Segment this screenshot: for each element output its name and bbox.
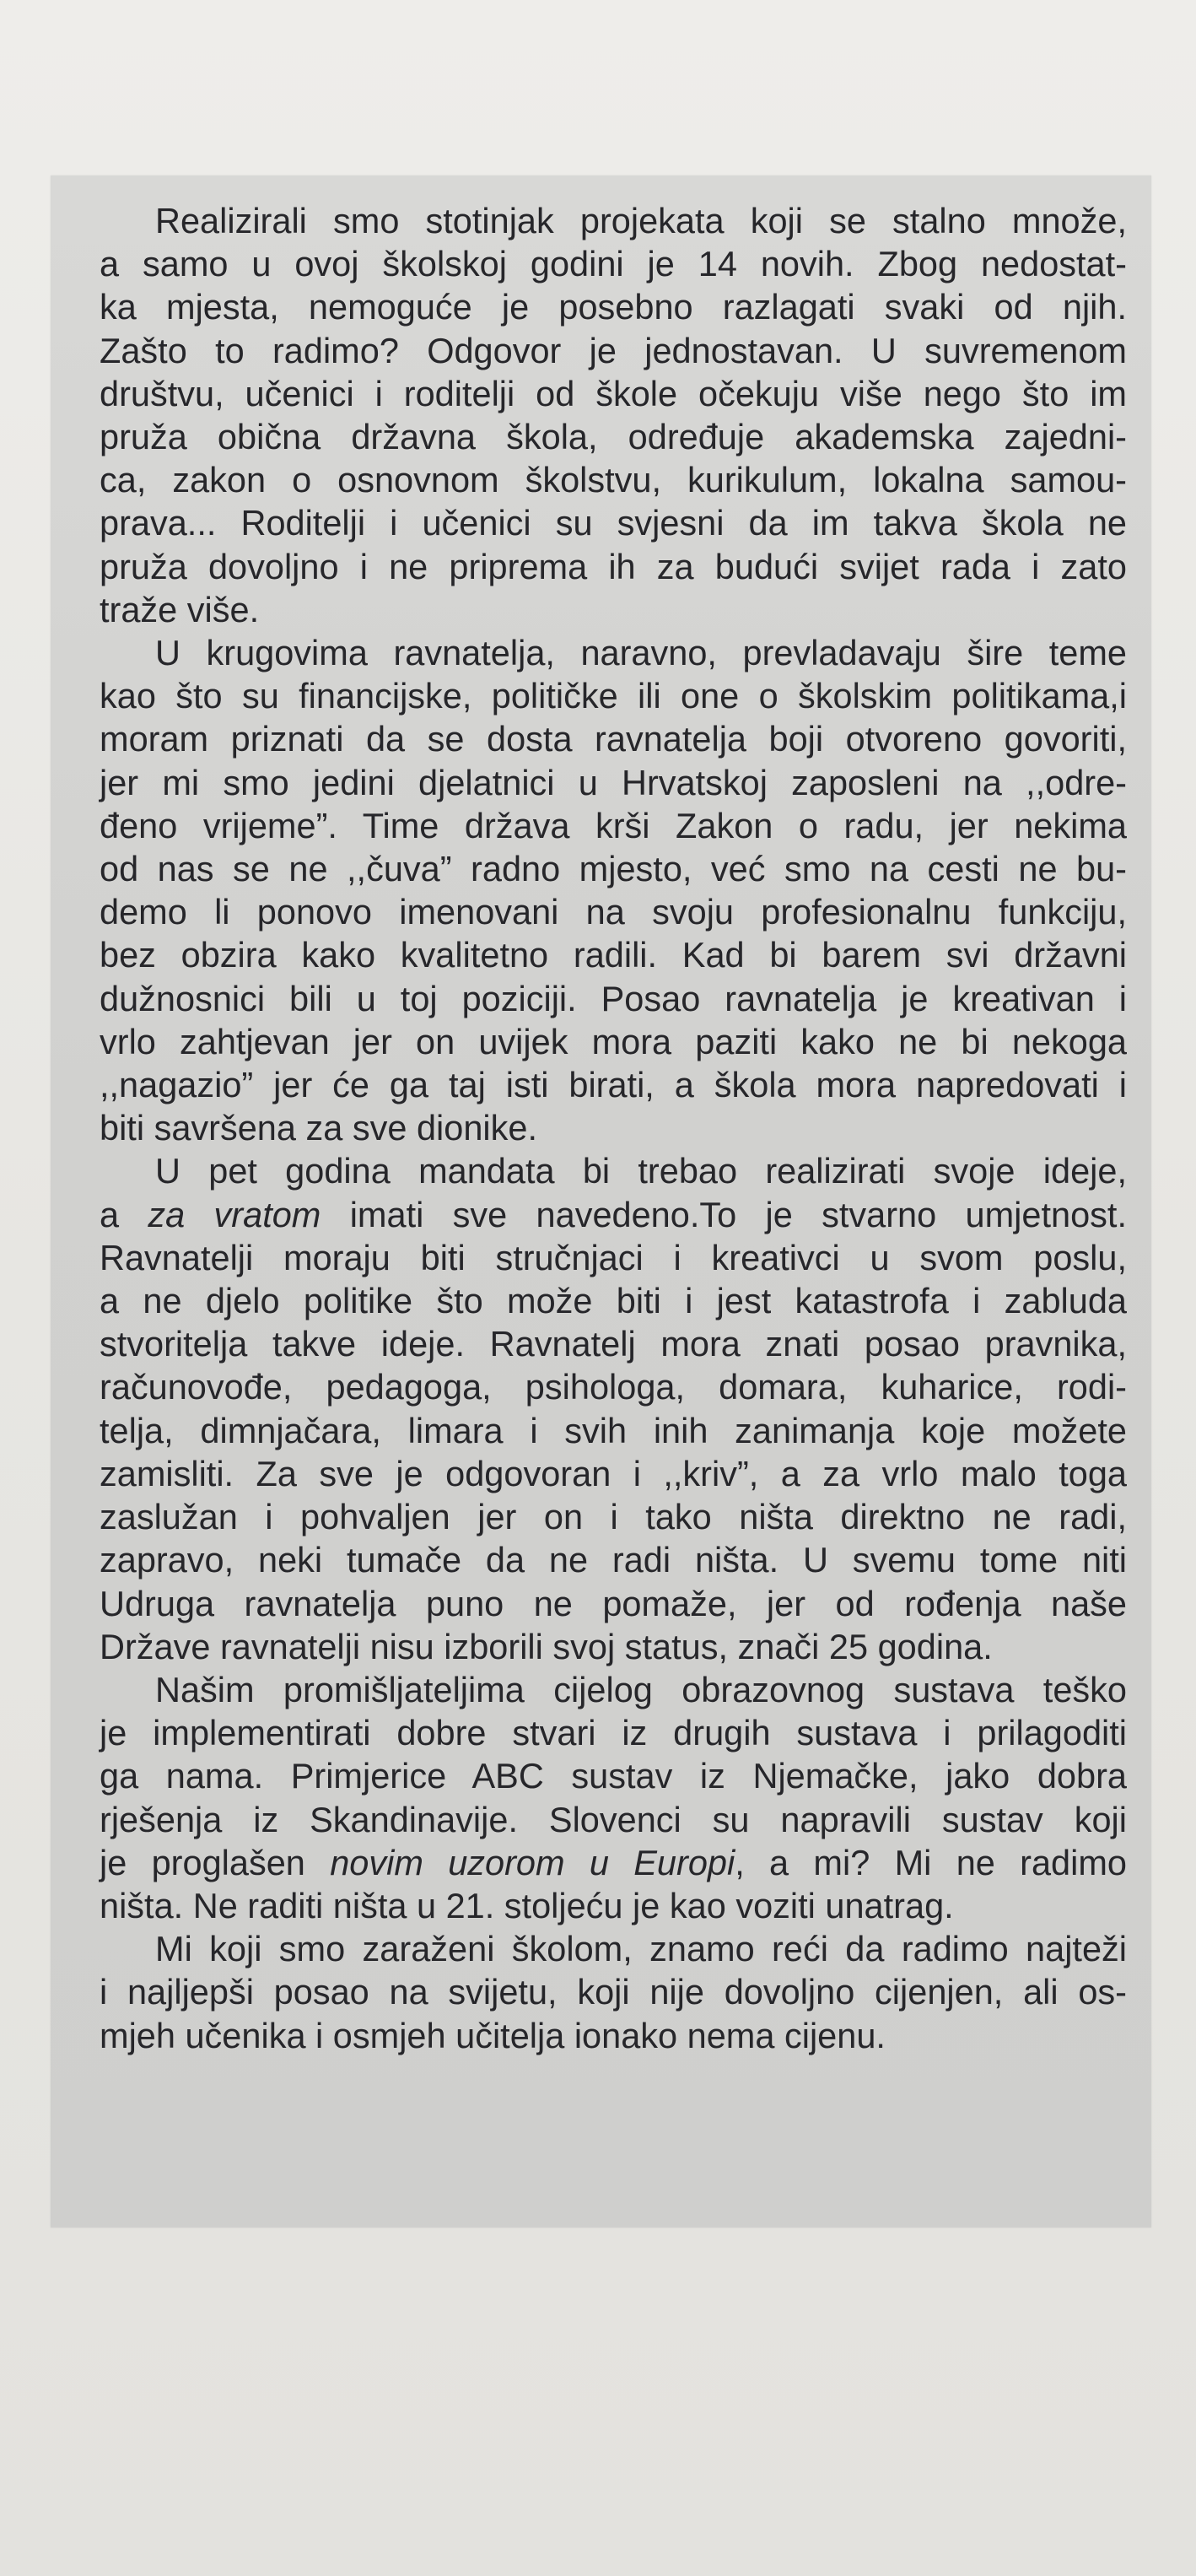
- text-line: biti savršena za sve dionike.: [100, 1108, 538, 1148]
- text-line: rješenja iz Skandinavije. Slovenci su napravili sustav koji: [100, 1799, 1127, 1839]
- text-line: vrlo zahtjevan jer on uvijek mora paziti kako ne bi nekoga: [100, 1021, 1127, 1061]
- paragraph-1: [100, 199, 1127, 631]
- text-line: demo li ponovo imenovani na svoju profesionalnu funkciju,: [100, 892, 1127, 932]
- text-line: bez obzira kako kvalitetno radili. Kad bi barem svi državni: [100, 935, 1127, 975]
- text-line: jer mi smo jedini djelatnici u Hrvatskoj zaposleni na ,,odre-: [100, 762, 1127, 802]
- text-line: pruža dovoljno i ne priprema ih za budući svijet rada i zato: [100, 546, 1127, 586]
- text-line: Realizirali smo stotinjak projekata koji se stalno množe,: [155, 201, 1127, 240]
- text-line: prava... Roditelji i učenici su svjesni da im takva škola ne: [100, 503, 1127, 543]
- text-line: pruža obična državna škola, određuje akademska zajedni-: [100, 417, 1127, 457]
- text-line: ništa. Ne raditi ništa u 21. stoljeću je kao voziti unatrag.: [100, 1885, 954, 1925]
- text-segment: a: [100, 1194, 148, 1234]
- text-line-with-emphasis: [100, 1193, 1127, 1236]
- text-line: kao što su financijske, političke ili one o školskim politikama,i: [100, 676, 1127, 716]
- text-line: od nas se ne ,,čuva” radno mjesto, već smo na cesti ne bu-: [100, 849, 1127, 889]
- text-segment: imati sve navedeno.To je stvarno umjetnost.: [321, 1194, 1127, 1234]
- text-line: ga nama. Primjerice ABC sustav iz Njemačke, jako dobra: [100, 1756, 1127, 1796]
- text-line: ,,nagazio” jer će ga taj isti birati, a škola mora napredovati i: [100, 1065, 1127, 1105]
- text-line: zamisliti. Za sve je odgovoran i ,,kriv”, a za vrlo malo toga: [100, 1453, 1127, 1493]
- text-line: Našim promišljateljima cijelog obrazovnog sustava teško: [155, 1669, 1127, 1709]
- paragraph-5: [100, 1927, 1127, 2057]
- text-line: U krugovima ravnatelja, naravno, prevladavaju šire teme: [155, 633, 1127, 673]
- paragraph-2: [100, 631, 1127, 1149]
- text-line: a samo u ovoj školskoj godini je 14 novih. Zbog nedostat-: [100, 244, 1127, 284]
- text-line: Države ravnatelji nisu izborili svoj status, znači 25 godina.: [100, 1626, 993, 1666]
- text-line: moram priznati da se dosta ravnatelja boji otvoreno govoriti,: [100, 719, 1127, 759]
- text-line: U pet godina mandata bi trebao realizirati svoje ideje,: [155, 1151, 1127, 1191]
- paragraph-3: [100, 1149, 1127, 1667]
- text-segment: je proglašen: [100, 1842, 331, 1882]
- text-line: je implementirati dobre stvari iz drugih sustava i prilagoditi: [100, 1713, 1127, 1753]
- text-line: ca, zakon o osnovnom školstvu, kurikulum, lokalna samou-: [100, 460, 1127, 500]
- text-line: telja, dimnjačara, limara i svih inih zanimanja koje možete: [100, 1410, 1127, 1450]
- text-line-with-emphasis: [100, 1841, 1127, 1884]
- text-line: Mi koji smo zaraženi školom, znamo reći da radimo najteži: [155, 1929, 1127, 1969]
- text-line: mjeh učenika i osmjeh učitelja ionako nema cijenu.: [100, 2015, 886, 2055]
- text-line: zapravo, neki tumače da ne radi ništa. U svemu tome niti: [100, 1540, 1127, 1580]
- text-line: stvoritelja takve ideje. Ravnatelj mora znati posao pravnika,: [100, 1324, 1127, 1364]
- emphasized-text: novim uzorom u Europi: [330, 1842, 735, 1882]
- text-line: Udruga ravnatelja puno ne pomaže, jer od rođenja naše: [100, 1583, 1127, 1623]
- text-line: računovođe, pedagoga, psihologa, domara, kuharice, rodi-: [100, 1367, 1127, 1407]
- text-line: i najljepši posao na svijetu, koji nije dovoljno cijenjen, ali os-: [100, 1972, 1127, 2012]
- text-line: đeno vrijeme”. Time država krši Zakon o radu, jer nekima: [100, 805, 1127, 845]
- article-body: [100, 199, 1127, 2057]
- text-line: traže više.: [100, 589, 260, 629]
- text-line: zaslužan i pohvaljen jer on i tako ništa direktno ne radi,: [100, 1497, 1127, 1537]
- text-line: Zašto to radimo? Odgovor je jednostavan. U suvremenom: [100, 330, 1127, 370]
- paragraph-4: [100, 1668, 1127, 1927]
- text-line: a ne djelo politike što može biti i jest katastrofa i zabluda: [100, 1281, 1127, 1321]
- text-line: ka mjesta, nemoguće je posebno razlagati svaki od njih.: [100, 287, 1127, 327]
- text-line: Ravnatelji moraju biti stručnjaci i kreativci u svom poslu,: [100, 1237, 1127, 1277]
- text-line: društvu, učenici i roditelji od škole očekuju više nego što im: [100, 373, 1127, 413]
- emphasized-text: za vratom: [148, 1194, 321, 1234]
- text-segment: , a mi? Mi ne radimo: [735, 1842, 1128, 1882]
- text-line: dužnosnici bili u toj poziciji. Posao ravnatelja je kreativan i: [100, 978, 1127, 1018]
